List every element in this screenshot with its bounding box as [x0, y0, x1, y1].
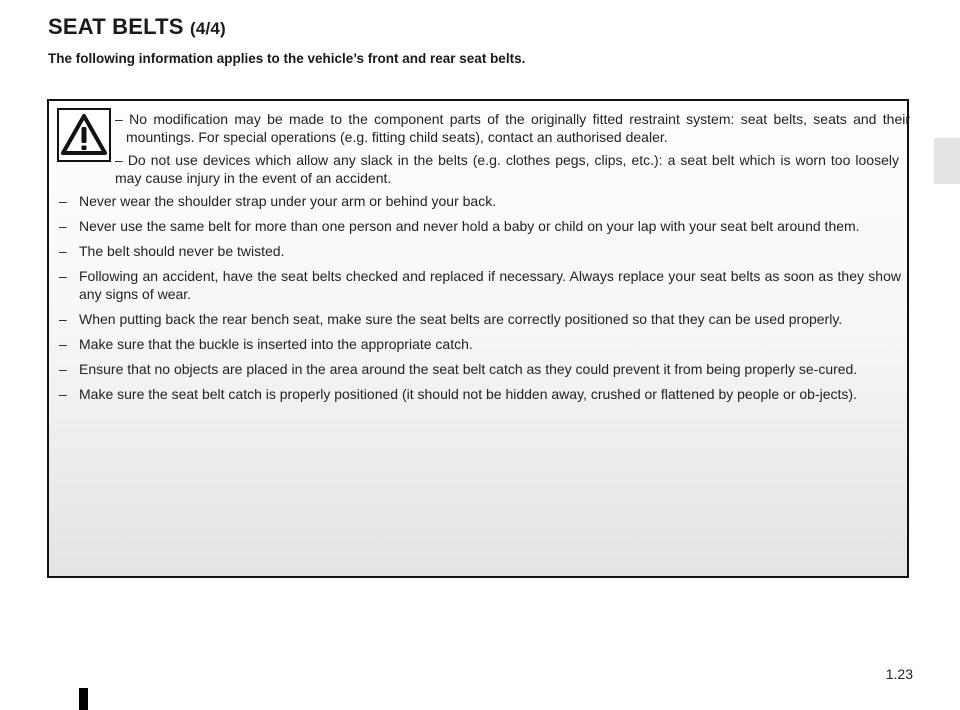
bullet-dash: – [59, 243, 67, 259]
list-item-text: Never wear the shoulder strap under your arm or behind your back. [79, 193, 497, 209]
list-item [59, 335, 901, 353]
page-title [48, 14, 226, 40]
list-item [59, 360, 901, 378]
list-item-text: Following an accident, have the seat belts checked and replaced if necessary. Always replace your seat belts as soon as they show any signs of wear. [79, 268, 901, 302]
list-item [59, 192, 901, 210]
corner-mark [79, 688, 88, 710]
bullet-dash: – [59, 193, 67, 209]
warning-paragraph-slack: – Do not use devices which allow any slack in the belts (e.g. clothes pegs, clips, etc.): a seat belt which is worn too loosely may cause injury in the event of an accident. [115, 152, 899, 186]
list-item-text: Ensure that no objects are placed in the area around the seat belt catch as they could prevent it from being properly se-cured. [79, 361, 858, 377]
bullet-dash: – [59, 361, 67, 377]
list-item [59, 310, 901, 328]
page-number: 1.23 [885, 666, 913, 682]
list-item-text: Make sure the seat belt catch is properly positioned (it should not be hidden away, crushed or flattened by people or ob-jects). [79, 386, 857, 402]
page-title-part: (4/4) [189, 19, 226, 38]
list-item-text: Never use the same belt for more than one person and never hold a baby or child on your lap with your seat belt around them. [79, 218, 860, 234]
bullet-dash: – [59, 336, 67, 352]
list-item [59, 217, 901, 235]
bullet-dash: – [59, 311, 67, 327]
list-item-text: When putting back the rear bench seat, make sure the seat belts are correctly positioned so that they can be used properly. [79, 311, 843, 327]
list-item-text: The belt should never be twisted. [79, 243, 285, 259]
list-item [59, 385, 901, 403]
list-item [59, 242, 901, 260]
section-side-tab [934, 138, 960, 184]
warning-triangle-icon [57, 108, 111, 162]
bullet-dash: – [59, 218, 67, 234]
bullet-dash: – [59, 386, 67, 402]
page-title-text: SEAT BELTS [48, 14, 184, 39]
bullet-dash: – [59, 268, 67, 284]
warning-box [47, 99, 909, 578]
list-item-text: Make sure that the buckle is inserted into the appropriate catch. [79, 336, 473, 352]
warning-paragraph-modification: – No modification may be made to the component parts of the originally fitted restraint system: seat belts, seats and their mountings. For special operations (e.g. fitting child seats), contact an authorised dealer. [115, 111, 910, 145]
list-item [59, 267, 901, 303]
page-subtitle: The following information applies to the vehicle’s front and rear seat belts. [48, 51, 526, 66]
safety-bullet-list [59, 192, 901, 410]
